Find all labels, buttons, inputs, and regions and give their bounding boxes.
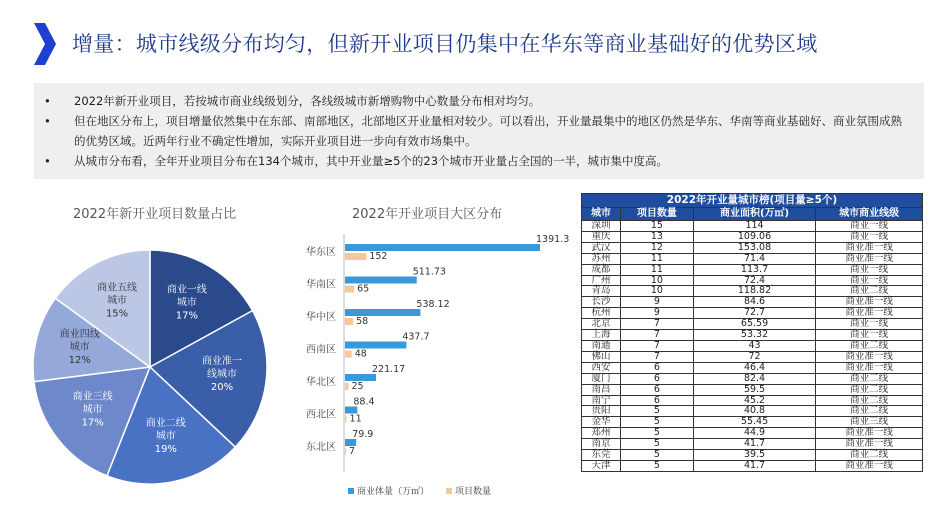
table-cell: 39.5 — [693, 450, 815, 461]
table-cell: 商业准一线 — [816, 253, 923, 264]
table-row — [582, 340, 923, 351]
table-cell: 佛山 — [582, 351, 621, 362]
table-cell: 13 — [620, 231, 693, 242]
table-cell: 商业准一线 — [816, 297, 923, 308]
table-cell: 成都 — [582, 264, 621, 275]
pie-slice-label: 商业二线城市 19% — [145, 417, 186, 455]
bar-commercial-volume — [345, 374, 376, 381]
table-cell: 113.7 — [693, 264, 815, 275]
bar-commercial-volume — [345, 439, 356, 446]
table-cell: 商业三线 — [816, 417, 923, 428]
table-cell: 7 — [620, 351, 693, 362]
table-row — [582, 460, 923, 471]
table-row — [582, 373, 923, 384]
table-cell: 商业准一线 — [816, 308, 923, 319]
table-row — [582, 362, 923, 373]
table-cell: 商业一线 — [816, 275, 923, 286]
table-cell: 南宁 — [582, 395, 621, 406]
table-cell: 商业一线 — [816, 221, 923, 232]
table-header-cell: 城市 — [582, 208, 621, 221]
table-row — [582, 450, 923, 461]
bar-chart — [300, 222, 575, 522]
summary-text: 但在地区分布上，项目增量依然集中在东部、南部地区，北部地区开业量相对较少。可以看出，开业量最集中的地区仍然是华东、华南等商业基础好、商业氛围成熟的优势区域。近两年行业不确定性增加，实际开业项目进一步向有效市场集中。 — [74, 114, 902, 148]
table-cell: 41.7 — [693, 460, 815, 471]
table-cell: 青岛 — [582, 286, 621, 297]
table-cell: 5 — [620, 439, 693, 450]
pie-slice-label: 商业五线城市 15% — [97, 282, 138, 320]
table-cell: 82.4 — [693, 373, 815, 384]
table-cell: 厦门 — [582, 373, 621, 384]
bullet-icon: • — [44, 114, 51, 128]
table-cell: 南昌 — [582, 384, 621, 395]
table-cell: 9 — [620, 297, 693, 308]
table-cell: 重庆 — [582, 231, 621, 242]
table-row — [582, 330, 923, 341]
table-cell: 5 — [620, 417, 693, 428]
table-cell: 商业二线 — [816, 340, 923, 351]
table-cell: 46.4 — [693, 362, 815, 373]
table-row — [582, 264, 923, 275]
table-cell: 43 — [693, 340, 815, 351]
table-cell: 15 — [620, 221, 693, 232]
table-cell: 天津 — [582, 460, 621, 471]
bar-value-label: 48 — [354, 348, 367, 360]
bar-value-label: 79.9 — [352, 429, 374, 440]
summary-box — [34, 83, 924, 179]
table-cell: 商业准一线 — [816, 439, 923, 450]
pie-chart-title: 2022年新开业项目数量占比 — [73, 207, 237, 222]
bar-commercial-volume — [345, 244, 540, 251]
table-cell: 153.08 — [693, 242, 815, 253]
bar-value-label: 221.17 — [371, 364, 406, 375]
legend-label: 项目数量 — [455, 487, 492, 497]
table-cell: 商业二线 — [816, 395, 923, 406]
table-cell: 6 — [620, 384, 693, 395]
bar-category-label: 华南区 — [306, 279, 336, 291]
table-cell: 上海 — [582, 330, 621, 341]
pie-slice-label: 商业三线城市 17% — [72, 391, 113, 429]
table-row — [582, 428, 923, 439]
table-cell: 72.4 — [693, 275, 815, 286]
table-cell: 金华 — [582, 417, 621, 428]
table-cell: 5 — [620, 406, 693, 417]
table-cell: 商业二线 — [816, 384, 923, 395]
table-row — [582, 242, 923, 253]
table-cell: 长沙 — [582, 297, 621, 308]
table-cell: 商业一线 — [816, 231, 923, 242]
table-cell: 商业准一线 — [816, 242, 923, 253]
bar-category-label: 华北区 — [306, 377, 336, 388]
pie-slice-label: 商业四线城市 12% — [59, 328, 100, 366]
bar-value-label: 7 — [349, 446, 356, 457]
page-title: 增量：城市线级分布均匀，但新开业项目仍集中在华东等商业基础好的优势区域 — [72, 32, 818, 56]
table-cell: 贵阳 — [582, 406, 621, 417]
bar-commercial-volume — [345, 342, 406, 349]
bar-category-label: 西南区 — [306, 344, 336, 356]
table-cell: 7 — [620, 319, 693, 330]
table-cell: 7 — [620, 330, 693, 341]
bar-value-label: 11 — [349, 413, 362, 425]
table-row — [582, 231, 923, 242]
table-cell: 郑州 — [582, 428, 621, 439]
table-row — [582, 351, 923, 362]
bar-value-label: 65 — [357, 283, 370, 295]
bar-value-label: 511.73 — [412, 266, 446, 278]
table-row — [582, 384, 923, 395]
table-cell: 10 — [620, 275, 693, 286]
bar-category-label: 华中区 — [306, 312, 336, 323]
table-cell: 武汉 — [582, 242, 621, 253]
bar-commercial-volume — [345, 277, 417, 284]
bar-value-label: 88.4 — [353, 396, 375, 408]
bar-project-count — [345, 448, 346, 455]
bullet-icon: • — [44, 94, 51, 108]
legend-label: 商业体量（万㎡） — [357, 487, 430, 497]
table-cell: 6 — [620, 362, 693, 373]
summary-item — [34, 151, 924, 171]
bar-value-label: 152 — [369, 251, 388, 262]
bar-value-label: 1391.3 — [536, 234, 570, 245]
bar-category-label: 华东区 — [306, 247, 336, 258]
table-cell: 84.6 — [693, 297, 815, 308]
table-cell: 7 — [620, 340, 693, 351]
table-header-cell: 项目数量 — [620, 208, 693, 221]
bar-value-label: 25 — [351, 381, 364, 392]
table-row — [582, 253, 923, 264]
chevron-right-icon — [34, 23, 56, 65]
table-cell: 40.8 — [693, 406, 815, 417]
table-cell: 商业准一线 — [816, 351, 923, 362]
table-cell: 55.45 — [693, 417, 815, 428]
table-cell: 59.5 — [693, 384, 815, 395]
bar-value-label: 538.12 — [416, 299, 450, 310]
table-cell: 71.4 — [693, 253, 815, 264]
table-cell: 53.32 — [693, 330, 815, 341]
table-cell: 6 — [620, 395, 693, 406]
table-cell: 深圳 — [582, 221, 621, 232]
bar-project-count — [345, 253, 366, 260]
table-row — [582, 439, 923, 450]
table-cell: 商业二线 — [816, 286, 923, 297]
table-cell: 西安 — [582, 362, 621, 373]
bar-chart-title: 2022年开业项目大区分布 — [352, 207, 503, 222]
table-cell: 5 — [620, 460, 693, 471]
table-cell: 商业二线 — [816, 373, 923, 384]
table-header-cell: 商业面积(万㎡) — [693, 208, 815, 221]
table-cell: 商业准一线 — [816, 428, 923, 439]
table-cell: 45.2 — [693, 395, 815, 406]
table-cell: 9 — [620, 308, 693, 319]
legend-swatch — [348, 488, 354, 494]
table-cell: 72 — [693, 351, 815, 362]
table-row — [582, 319, 923, 330]
table-cell: 6 — [620, 373, 693, 384]
table-cell: 广州 — [582, 275, 621, 286]
bar-category-label: 东北区 — [306, 442, 336, 453]
pie-slice-label: 商业一线城市 17% — [166, 284, 207, 322]
table-cell: 北京 — [582, 319, 621, 330]
summary-item — [34, 111, 924, 151]
table-cell: 商业一线 — [816, 330, 923, 341]
summary-text: 2022年新开业项目，若按城市商业线级划分，各线级城市新增购物中心数量分布相对均匀。 — [74, 94, 541, 108]
table-cell: 109.06 — [693, 231, 815, 242]
table-cell: 商业准一线 — [816, 460, 923, 471]
bar-project-count — [345, 383, 349, 390]
table-cell: 118.82 — [693, 286, 815, 297]
table-cell: 114 — [693, 221, 815, 232]
table-cell: 南京 — [582, 439, 621, 450]
bar-value-label: 58 — [356, 316, 369, 327]
table-cell: 5 — [620, 428, 693, 439]
bar-value-label: 437.7 — [402, 331, 430, 343]
bar-category-label: 西北区 — [306, 409, 336, 421]
table-cell: 72.7 — [693, 308, 815, 319]
table-cell: 41.7 — [693, 439, 815, 450]
table-cell: 商业一线 — [816, 264, 923, 275]
table-cell: 东莞 — [582, 450, 621, 461]
table-cell: 12 — [620, 242, 693, 253]
table-cell: 11 — [620, 253, 693, 264]
pie-slice-label: 商业准一线城市 20% — [201, 356, 242, 394]
bar-project-count — [345, 351, 352, 358]
table-cell: 苏州 — [582, 253, 621, 264]
bar-commercial-volume — [345, 309, 420, 316]
table-cell: 商业二线 — [816, 406, 923, 417]
table-cell: 杭州 — [582, 308, 621, 319]
bar-project-count — [345, 416, 347, 423]
summary-text: 从城市分布看，全年开业项目分布在134个城市，其中开业量≥5个的23个城市开业量占全国的一半，城市集中度高。 — [74, 154, 669, 168]
bar-project-count — [345, 318, 353, 325]
table-cell: 44.9 — [693, 428, 815, 439]
table-cell: 65.59 — [693, 319, 815, 330]
table-row — [582, 221, 923, 232]
table-cell: 商业二线 — [816, 450, 923, 461]
table-caption: 2022年开业量城市榜(项目量≥5个) — [582, 194, 923, 208]
legend-swatch — [446, 488, 452, 494]
table-cell: 5 — [620, 450, 693, 461]
bar-commercial-volume — [345, 407, 357, 414]
bar-project-count — [345, 286, 354, 293]
table-cell: 10 — [620, 286, 693, 297]
header — [0, 0, 930, 76]
table-cell: 南通 — [582, 340, 621, 351]
pie-chart — [20, 222, 280, 522]
bullet-icon: • — [44, 154, 51, 168]
table-cell: 11 — [620, 264, 693, 275]
table-header-cell: 城市商业线级 — [816, 208, 923, 221]
summary-item — [34, 91, 924, 111]
table-cell: 商业准一线 — [816, 362, 923, 373]
city-ranking-table — [581, 193, 923, 472]
table-cell: 商业一线 — [816, 319, 923, 330]
